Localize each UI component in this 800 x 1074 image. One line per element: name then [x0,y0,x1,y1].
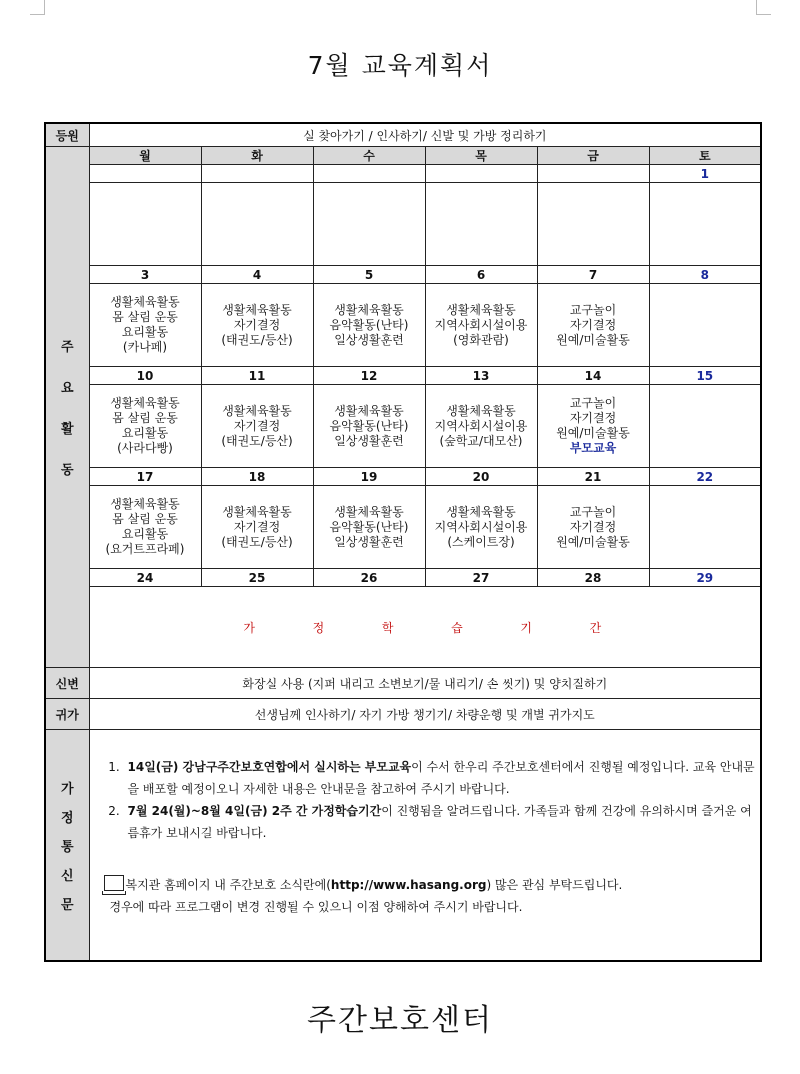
date-number: 18 [201,468,313,486]
activity-line: 생활체육활동 [222,302,292,317]
activity-line: 몸 살림 운동 [112,310,178,324]
banner-char: 가 [243,620,255,635]
activity-line: 자기결정 [569,411,617,425]
activity-line: 자기결정 [233,519,281,534]
activity-cell [313,284,425,367]
page-corner-mark [756,0,771,15]
date-number: 5 [313,266,425,284]
activity-line: 자기결정 [233,317,281,332]
activity-cell [425,486,537,569]
activity-line: 생활체육활동 [446,504,516,519]
activity-line: 지역사회시설이용 [434,317,528,332]
notice-label-char: 문 [60,897,74,913]
hygiene-label: 신변 [45,668,89,699]
activity-cell [425,284,537,367]
banner-char: 습 [451,620,463,635]
banner-char: 학 [381,620,394,635]
document-title: 7월 교육계획서 [307,51,493,80]
activity-line: (영화관람) [453,332,509,347]
empty-day-cell [89,183,201,266]
date-number: 24 [89,569,201,587]
date-number: 25 [201,569,313,587]
activity-cell [89,284,201,367]
notice-item-1 [124,756,761,800]
activity-line: 생활체육활동 [222,504,292,519]
activity-line: 원예/미술활동 [556,332,630,347]
main-label-char: 요 [60,381,74,396]
activity-line: (요거트프라페) [105,542,185,556]
empty-day-cell [649,284,761,367]
date-number: 21 [537,468,649,486]
activity-line: 생활체육활동 [334,403,404,418]
activity-cell [313,385,425,468]
main-label-char: 주 [60,340,74,355]
hygiene-text: 화장실 사용 (지퍼 내리고 소변보기/물 내리기/ 손 씻기) 및 양치질하기 [89,668,761,699]
empty-day-cell [649,486,761,569]
program-change-note: 경우에 따라 프로그램이 변경 진행될 수 있으니 이점 양해하여 주시기 바랍니다. [109,900,523,914]
activity-line: 원예/미술활동 [556,426,630,440]
date-number [89,165,201,183]
activity-line: 몸 살림 운동 [112,411,178,425]
activity-cell [201,284,313,367]
banner-char: 정 [312,620,325,635]
notice-item-2-text: 이 진행됨을 알려드립니다. 가족들과 함께 건강에 유의하시며 즐거운 여름휴가 보내시길 바랍니다. [127,804,752,840]
family-notice-label-stack [46,778,89,913]
family-notice-label [45,730,89,962]
notice-label-char: 가 [60,781,74,797]
date-number: 12 [313,367,425,385]
date-number: 8 [649,266,761,284]
activity-line: 음악활동(난타) [329,317,409,332]
family-notice-content [89,730,761,962]
weekday-header: 수 [313,147,425,165]
activity-line: 자기결정 [569,317,617,332]
activity-line: 생활체육활동 [222,403,292,418]
date-number: 6 [425,266,537,284]
activity-line: 생활체육활동 [110,497,180,511]
arrival-text: 실 찾아가기 / 인사하기/ 신발 및 가방 정리하기 [89,123,761,147]
page-corner-mark [30,0,45,15]
date-number: 29 [649,569,761,587]
date-number: 27 [425,569,537,587]
notice-label-char: 신 [60,868,74,884]
activity-line: 요리활동 [121,527,169,541]
notice-label-char: 통 [60,839,74,855]
main-activities-label [45,147,89,668]
home-study-period-text [90,619,761,636]
activity-line: 부모교육 [569,441,617,455]
activity-line: (태권도/등산) [221,534,293,549]
banner-char: 간 [589,620,602,635]
activity-line: (숲학교/대모산) [439,433,523,448]
activity-cell [89,486,201,569]
activity-cell [313,486,425,569]
activity-line: 교구놀이 [569,504,617,519]
date-number [313,165,425,183]
date-number: 11 [201,367,313,385]
empty-day-cell [201,183,313,266]
date-number [537,165,649,183]
banner-char: 기 [520,620,532,635]
weekday-header: 토 [649,147,761,165]
activity-cell [537,486,649,569]
activity-line: (스케이트장) [447,534,515,549]
activity-cell [537,284,649,367]
weekday-header: 금 [537,147,649,165]
main-label-char: 동 [60,463,74,478]
notice-item-1-text: 이 수서 한우리 주간보호센터에서 진행될 예정입니다. 교육 안내문을 배포할 예정이오니 자세한 내용은 안내문을 참고하여 주시기 바랍니다. [127,760,755,796]
activity-line: 원예/미술활동 [556,534,630,549]
activity-line: (태권도/등산) [221,332,293,347]
going-home-text: 선생님께 인사하기/ 자기 가방 챙기기/ 차량운행 및 개별 귀가지도 [89,699,761,730]
notice-item-2 [124,800,761,844]
date-number [201,165,313,183]
activity-line: (카나페) [122,340,168,354]
empty-day-cell [537,183,649,266]
activity-cell [89,385,201,468]
education-plan-table [44,122,762,962]
date-number: 26 [313,569,425,587]
activity-cell [201,486,313,569]
activity-line: 요리활동 [121,325,169,339]
going-home-label: 귀가 [45,699,89,730]
empty-day-cell [425,183,537,266]
date-number: 7 [537,266,649,284]
activity-line: 요리활동 [121,426,169,440]
activity-line: 몸 살림 운동 [112,512,178,526]
activity-line: 생활체육활동 [446,302,516,317]
activity-line: 일상생활훈련 [334,332,404,347]
activity-line: (태권도/등산) [221,433,293,448]
homepage-url-link[interactable]: http://www.hasang.org [330,878,487,892]
weekday-header: 목 [425,147,537,165]
weekday-header: 화 [201,147,313,165]
homepage-text-pre: 복지관 홈페이지 내 주간보호 소식란에( [125,878,331,892]
homepage-notice [90,874,761,918]
center-name-footer: 주간보호센터 [307,1003,493,1038]
date-number: 19 [313,468,425,486]
activity-cell [425,385,537,468]
activity-line: 교구놀이 [569,396,617,410]
homepage-text-post: ) 많은 관심 부탁드립니다. [486,878,623,892]
activity-line: 자기결정 [569,519,617,534]
empty-day-cell [313,183,425,266]
computer-icon [104,875,124,891]
date-number: 4 [201,266,313,284]
activity-cell [537,385,649,468]
activity-line: 음악활동(난타) [329,519,409,534]
notice-item-1-highlight: 14일(금) 강남구주간보호연합에서 실시하는 부모교육 [127,760,412,774]
activity-line: 일상생활훈련 [334,433,404,448]
weekday-header: 월 [89,147,201,165]
date-number: 10 [89,367,201,385]
notice-item-2-highlight: 7월 24(월)~8월 4일(금) 2주 간 가정학습기간 [127,804,382,818]
activity-line: 생활체육활동 [446,403,516,418]
activity-line: 생활체육활동 [334,302,404,317]
main-label-char: 활 [60,422,74,437]
date-number: 1 [649,165,761,183]
date-number [425,165,537,183]
empty-day-cell [649,385,761,468]
activity-line: 지역사회시설이용 [434,418,528,433]
activity-line: 생활체육활동 [110,295,180,309]
date-number: 15 [649,367,761,385]
date-number: 13 [425,367,537,385]
activity-line: 자기결정 [233,418,281,433]
activity-line: 교구놀이 [569,302,617,317]
activity-line: 생활체육활동 [110,396,180,410]
activity-line: 생활체육활동 [334,504,404,519]
activity-line: 일상생활훈련 [334,534,404,549]
empty-day-cell [649,183,761,266]
date-number: 20 [425,468,537,486]
activity-line: 음악활동(난타) [329,418,409,433]
notice-label-char: 정 [60,810,74,826]
activity-line: (사라다빵) [117,441,173,455]
activity-cell [201,385,313,468]
home-study-period-banner [89,587,761,668]
date-number: 3 [89,266,201,284]
activity-line: 지역사회시설이용 [434,519,528,534]
arrival-label: 등원 [45,123,89,147]
date-number: 28 [537,569,649,587]
date-number: 22 [649,468,761,486]
notice-list [90,756,761,844]
date-number: 17 [89,468,201,486]
date-number: 14 [537,367,649,385]
